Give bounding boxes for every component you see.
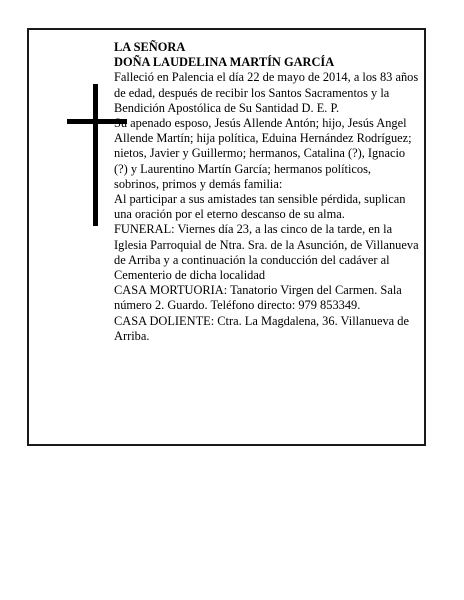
obituary-text [114,40,419,344]
deceased-name: DOÑA LAUDELINA MARTÍN GARCÍA [114,55,335,70]
death-announcement: Falleció en Palencia el día 22 de mayo de 2014, a los 83 años de edad, después de recibir los Santos Sacramentos y la Bendición Apostólica de Su Santidad D. E. P. [114,70,419,115]
mortuary-info: CASA MORTUORIA: Tanatorio Virgen del Carmen. Sala número 2. Guardo. Teléfono directo: 979 853349. [114,283,402,313]
funeral-info: FUNERAL: Viernes día 23, a las cinco de la tarde, en la Iglesia Parroquial de Ntra. Sra. de la Asunción, de Villanueva de Arriba y a continuación la conducción del cadáver al Cementerio de dicha localidad [114,222,419,283]
prayer-request: Al participar a sus amistades tan sensible pérdida, suplican una oración por el eterno descanso de su alma. [114,192,406,222]
family-list: Su apenado esposo, Jesús Allende Antón; hijo, Jesús Angel Allende Martín; hija política, Eduina Hernández Rodríguez; nietos, Javier y Guillermo; hermanos, Catalina (?), Ignacio (?) y Laurentino Martín García; hermanos políticos, sobrinos, primos y demás familia: [114,116,412,191]
family-home-info: CASA DOLIENTE: Ctra. La Magdalena, 36. Villanueva de Arriba. [114,313,409,343]
notice-title: LA SEÑORA [114,40,186,54]
cross-vertical-bar [93,84,98,226]
